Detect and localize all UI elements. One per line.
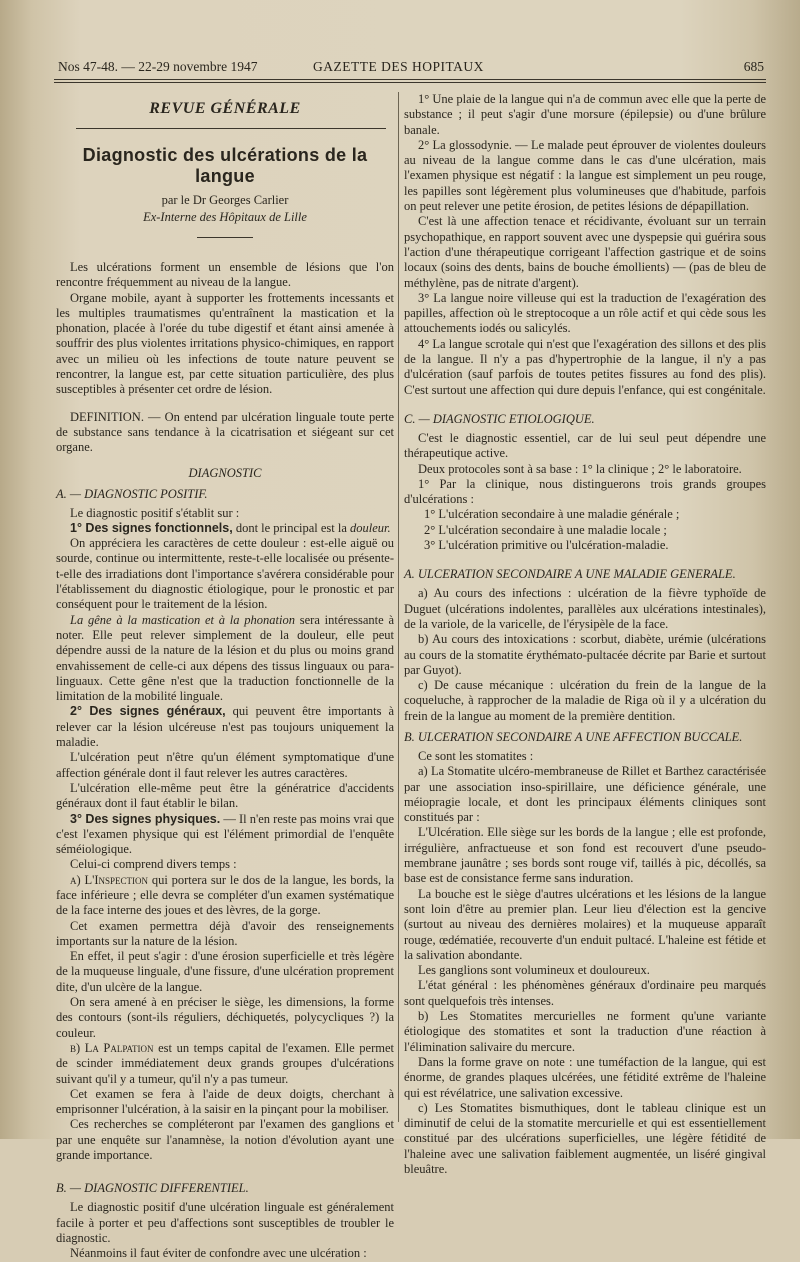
- signes-fonctionnels: 1° Des signes fonctionnels, dont le principal est la douleur.: [70, 520, 391, 535]
- plaie-paragraph: 1° Une plaie de la langue qui n'a de commun avec elle que la perte de substance ; il peut s'agir d'une morsure (épilepsie) ou d'une brûlure banale.: [404, 92, 766, 137]
- definition-paragraph: DEFINITION. — On entend par ulcération linguale toute perte de substance sans tendance à la cicatrisation et siégeant sur cet organe.: [56, 409, 394, 455]
- preciser-paragraph: On sera amené à en préciser le siège, les dimensions, la forme des contours (sont-ils réguliers, déchiquetés, polycycliques ?) la couleur.: [56, 995, 394, 1040]
- scrotale-paragraph: 4° La langue scrotale qui n'est que l'exagération des sillons et des plis de la langue. Il n'y a pas d'hypertrophie de la langue, il n'y a pas d'ulcération (sauf parfois de toutes petites fissures au fond des plis). C'est surtout une affection qui dure depuis l'enfance, qui est congénitale.: [404, 336, 766, 397]
- section-c-heading: C. — DIAGNOSTIC ETIOLOGIQUE.: [404, 411, 595, 426]
- subsection-b-heading: B. ULCERATION SECONDAIRE A UNE AFFECTION BUCCALE.: [404, 729, 743, 744]
- section-b-last: Néanmoins il faut éviter de confondre avec une ulcération :: [70, 1246, 367, 1261]
- section-b-paragraph: Le diagnostic positif d'une ulcération linguale est généralement facile à porter et peu d'affections sont susceptibles de troubler le diagnostic.: [56, 1200, 394, 1245]
- page-number: 685: [743, 59, 764, 74]
- forme-grave-paragraph: Dans la forme grave on note : une tuméfaction de la langue, qui est énorme, de grandes plaques ulcérées, une fétidité extrême de l'haleine qui est révélatrice, une salivation excessive.: [404, 1054, 766, 1100]
- signes-generaux-label: 2° Des signes généraux,: [70, 704, 226, 719]
- group-item: 3° L'ulcération primitive ou l'ulcération-maladie.: [424, 538, 669, 553]
- temps-paragraph: Celui-ci comprend divers temps :: [70, 857, 237, 872]
- header-rule: [54, 79, 766, 80]
- right-column: [404, 92, 766, 1176]
- ganglions-description: Les ganglions sont volumineux et douloureux.: [418, 963, 650, 978]
- rubric-rule: [76, 128, 386, 129]
- article-title: Diagnostic des ulcérations de la langue: [82, 145, 368, 186]
- intoxications-paragraph: b) Au cours des intoxications : scorbut, diabète, urémie (ulcérations au cours de la stomatite érythémato-pultacée décrite par Barie et surtout par Guyot).: [404, 632, 766, 677]
- generatrice-paragraph: L'ulcération elle-même peut être la génératrice d'accidents généraux dont il faut établir le bilan.: [56, 780, 394, 811]
- left-column: [56, 92, 394, 1261]
- signes-fonctionnels-label: 1° Des signes fonctionnels,: [70, 520, 233, 535]
- stomatite-a-paragraph: a) La Stomatite ulcéro-membraneuse de Rillet et Barthez caractérisée par une association inso-spirillaire, une déficience générale, une méiopragie locale, et dont les principaux éléments cliniques sont constitués par :: [404, 764, 766, 825]
- signes-physiques-label: 3° Des signes physiques.: [70, 811, 221, 826]
- title-separator: [197, 237, 253, 238]
- erosion-paragraph: En effet, il peut s'agir : d'une érosion superficielle et très légère de la muqueuse linguale, d'une fissure, d'une ulcération proprement dite, d'un ulcère de la langue.: [56, 949, 394, 994]
- douleur-paragraph: On appréciera les caractères de cette douleur : est-elle aiguë ou sourde, continue ou intermittente, reste-t-elle localisée ou présente-t-elle des irradiations dont l'importance s'avérera considérable pour l'établissement du diagnostic étiologique, pour le pronostic et par conséquent pour le traitement de la lésion.: [56, 536, 394, 612]
- subsection-a-heading: A. ULCERATION SECONDAIRE A UNE MALADIE GENERALE.: [404, 567, 736, 582]
- stomatites-intro: Ce sont les stomatites :: [418, 748, 534, 763]
- column-divider: [398, 92, 399, 1122]
- header-rule-thin: [54, 82, 766, 83]
- mecanique-paragraph: c) De cause mécanique : ulcération du frein de la langue de la coqueluche, à rapprocher de la maladie de Riga où il y a ulcération du frein de la langue au moment de la première dentition.: [404, 678, 766, 723]
- ulceration-description: L'Ulcération. Elle siège sur les bords de la langue ; elle est profonde, irrégulière, anfractueuse et son fond est recouvert d'une pseudo-membrane jaunâtre ; ses bords sont rouge vif, taillés à pic, décollés, sa base est de consistance ferme sans induration.: [404, 825, 766, 886]
- inspection-paragraph: a) L'Inspection qui portera sur le dos de la langue, les bords, la face inférieure ; elle devra se compléter d'un examen systématique de la face interne des joues et des lèvres, de la gorge.: [56, 872, 394, 918]
- gene-paragraph: La gêne à la mastication et à la phonation sera intéressante à noter. Elle peut relever simplement de la douleur, elle peut dépendre aussi de la nature de la lésion et du plus ou moins grand envahissement de celle-ci aux dépens des tissus linguaux ou para-linguaux. Cette gêne n'est que la traduction fonctionnelle de la limitation de la mobilité linguale.: [56, 612, 394, 704]
- signes-generaux: 2° Des signes généraux, qui peuvent être importants à relever car la lésion ulcéreuse n'est pas toujours uniquement la maladie.: [56, 704, 394, 750]
- bouche-description: La bouche est le siège d'autres ulcérations et les lésions de la langue sont loin d'être au premier plan. Leur lieu d'élection est la gencive (surtout au niveau des dernières molaires) et la muqueuse apparaît rouge, œdématiée, recouverte d'un enduit pultacé. L'haleine est fétide et la salivation abondante.: [404, 886, 766, 962]
- affection-paragraph: C'est là une affection tenace et récidivante, évoluant sur un terrain psychopathique, en rapport souvent avec une dyspepsie qui guérira sous l'action d'une thérapeutique corrigeant l'affection gastrique et de soins locaux (soins des dents, bains de bouche émollients) — (pas de bleu de méthylène, pas de nitrate d'argent).: [404, 214, 766, 290]
- symptom-paragraph: L'ulcération peut n'être qu'un élément symptomatique d'une affection générale dont il faut relever les autres caractères.: [56, 750, 394, 780]
- author-byline: par le Dr Georges Carlier: [161, 193, 289, 207]
- villeuse-paragraph: 3° La langue noire villeuse qui est la traduction de l'exagération des papilles, affection où le streptocoque a un rôle actif et qui cède sous les attouchements iodés ou salicylés.: [404, 290, 766, 336]
- etat-general-description: L'état général : les phénomènes généraux d'ordinaire peu marqués sont quelquefois très intenses.: [404, 978, 766, 1008]
- rubric-heading: REVUE GÉNÉRALE: [149, 100, 301, 117]
- author-affiliation: Ex-Interne des Hôpitaux de Lille: [143, 210, 307, 224]
- section-c-paragraph: C'est le diagnostic essentiel, car de lui seul peut dépendre une thérapeutique active.: [404, 430, 766, 461]
- glossodynie-paragraph: 2° La glossodynie. — Le malade peut éprouver de violentes douleurs au niveau de la langue comme dans le cas d'une ulcération, mais l'examen physique est négatif : la langue est simplement un peu rouge, les papilles sont légèrement plus volumineuses que d'habitude, parfois on peut relever une petite érosion, de petites lésions de dépapillation.: [404, 137, 766, 214]
- intro-paragraph-2: Organe mobile, ayant à supporter les frottements incessants et les multiples traumatismes qu'entraînent la mastication et la phonation, placée à l'orée du tube digestif et étant ainsi amenée à souffrir des plus violentes irritations physico-chimiques, en rapport avec un milieu où les infections de toute nature peuvent se rencontrer, la langue est, par cette situation particulière, des plus susceptibles à présenter cet ordre de lésion.: [56, 290, 394, 397]
- infections-paragraph: a) Au cours des infections : ulcération de la fièvre typhoïde de Duguet (ulcérations indolentes, parallèles aux ulcérations intestinales), de la variole, de la varicelle, de l'érysipèle de la face.: [404, 586, 766, 631]
- running-header: [58, 59, 764, 75]
- section-a-intro: Le diagnostic positif s'établit sur :: [70, 505, 240, 520]
- signes-physiques: 3° Des signes physiques. — Il n'en reste pas moins vrai que c'est l'examen physique qui est l'élément primordial de l'enquête séméiologique.: [56, 811, 394, 857]
- palpation-paragraph: b) La Palpation est un temps capital de l'examen. Elle permet de scinder immédiatement deux grands groupes d'ulcérations suivant qu'il y a tumeur, qu'il n'y a pas tumeur.: [56, 1040, 394, 1086]
- group-item: 2° L'ulcération secondaire à une maladie locale ;: [424, 522, 667, 537]
- section-a-heading: A. — DIAGNOSTIC POSITIF.: [56, 486, 208, 501]
- doigts-paragraph: Cet examen se fera à l'aide de deux doigts, cherchant à emprisonner l'ulcération, à la saisir en la pinçant pour la mobiliser.: [56, 1086, 394, 1117]
- ganglions-paragraph: Ces recherches se compléteront par l'examen des ganglions et par une enquête sur l'anamnèse, la notion d'évolution ayant une grande importance.: [56, 1117, 394, 1163]
- issue-number: Nos 47-48. — 22-29 novembre 1947: [58, 59, 258, 74]
- examen-paragraph: Cet examen permettra déjà d'avoir des renseignements importants sur la nature de la lésion.: [56, 918, 394, 948]
- clinique-paragraph: 1° Par la clinique, nous distinguerons trois grands groupes d'ulcérations :: [404, 476, 766, 507]
- diagnostic-heading: DIAGNOSTIC: [188, 465, 262, 480]
- intro-paragraph: Les ulcérations forment un ensemble de lésions que l'on rencontre fréquemment au niveau de la langue.: [56, 260, 394, 290]
- protocoles-paragraph: Deux protocoles sont à sa base : 1° la clinique ; 2° le laboratoire.: [418, 461, 742, 476]
- section-b-heading: B. — DIAGNOSTIC DIFFERENTIEL.: [56, 1181, 249, 1196]
- journal-name: GAZETTE DES HOPITAUX: [313, 59, 484, 74]
- stomatite-c-paragraph: c) Les Stomatites bismuthiques, dont le tableau clinique est un diminutif de celui de la stomatite mercurielle et qui est essentiellement constitué par des ulcérations superficielles, une légère fétidité de l'haleine avec une salivation faiblement augmentée, un liséré gingival bleuâtre.: [404, 1100, 766, 1176]
- stomatite-b-paragraph: b) Les Stomatites mercurielles ne forment qu'une variante étiologique des stomatites et sont la traduction d'une réaction à l'élimination salivaire du mercure.: [404, 1009, 766, 1054]
- group-item: 1° L'ulcération secondaire à une maladie générale ;: [424, 507, 680, 522]
